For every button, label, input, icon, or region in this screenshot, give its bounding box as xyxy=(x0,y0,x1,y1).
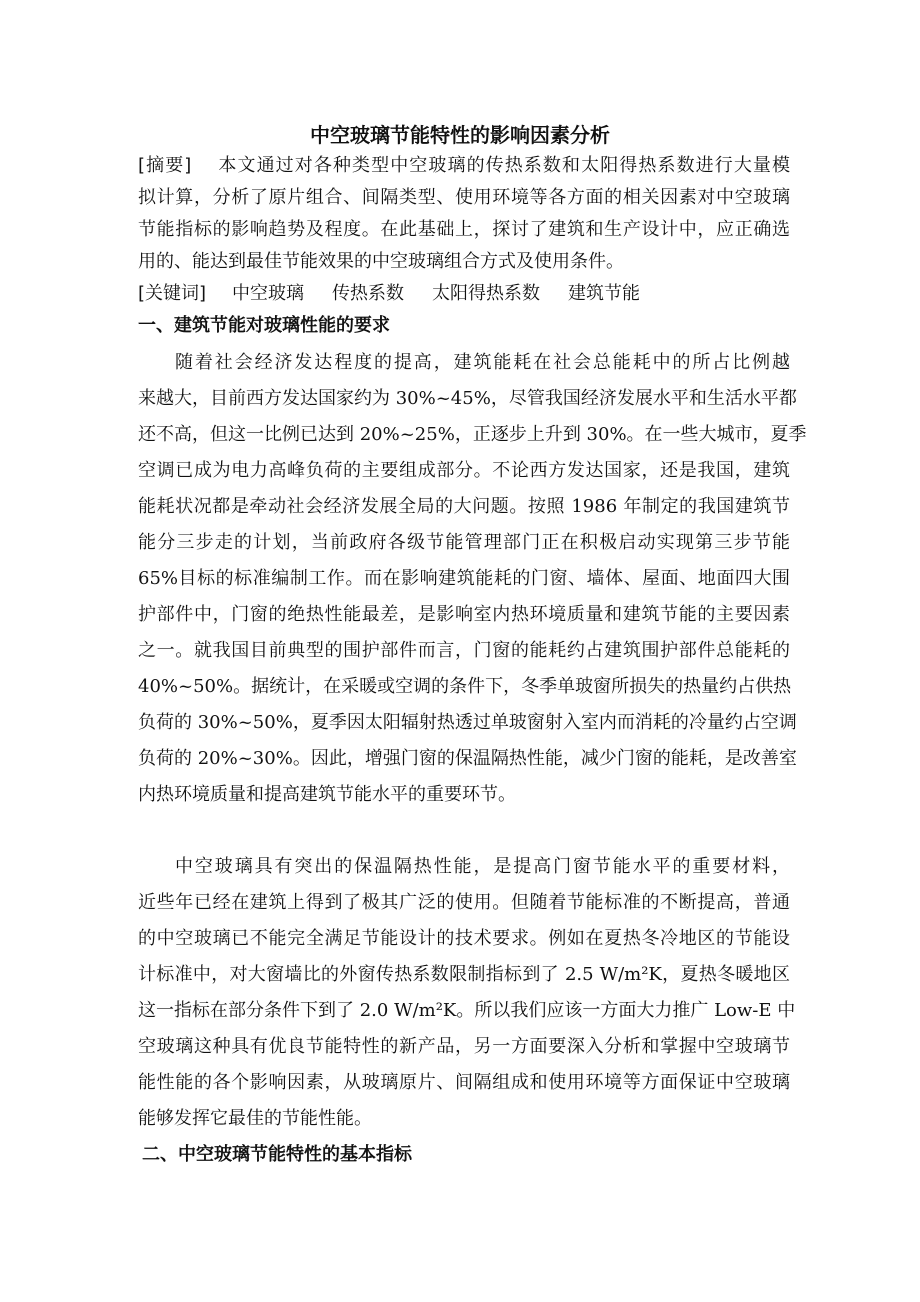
paragraph-line: 这一指标在部分条件下到了 2.0 W/m²K。所以我们应该一方面大力推广 Low-E 中 xyxy=(138,1000,796,1021)
abstract-text: 本文通过对各种类型中空玻璃的传热系数和太阳得热系数进行大量模 xyxy=(217,155,791,176)
paragraph-line: 中空玻璃具有突出的保温隔热性能，是提高门窗节能水平的重要材料， xyxy=(175,856,790,877)
keyword: 传热系数 xyxy=(332,283,405,304)
paragraph-line: 之一。就我国目前典型的围护部件而言，门窗的能耗约占建筑围护部件总能耗的 xyxy=(138,640,790,661)
keyword: 建筑节能 xyxy=(568,283,641,304)
keyword: 中空玻璃 xyxy=(232,283,305,304)
paragraph-line: 来越大，目前西方发达国家约为 30%~45%，尽管我国经济发展水平和生活水平都 xyxy=(138,388,797,409)
paragraph-line: 负荷的 20%~30%。因此，增强门窗的保温隔热性能，减少门窗的能耗，是改善室 xyxy=(138,748,797,769)
paragraph-line: 内热环境质量和提高建筑节能水平的重要环节。 xyxy=(138,784,516,805)
paragraph-line: 还不高，但这一比例已达到 20%~25%，正逐步上升到 30%。在一些大城市，夏季 xyxy=(138,424,807,445)
paragraph-line: 的中空玻璃已不能完全满足节能设计的技术要求。例如在夏热冬冷地区的节能设 xyxy=(138,928,790,949)
paragraph-spacer xyxy=(138,813,790,849)
paragraph-line: 能分三步走的计划，当前政府各级节能管理部门正在积极启动实现第三步节能 xyxy=(138,532,790,553)
paragraph-line: 空玻璃这种具有优良节能特性的新产品，另一方面要深入分析和掌握中空玻璃节 xyxy=(138,1036,790,1057)
paragraph-2 xyxy=(138,849,796,1137)
paragraph-line: 40%~50%。据统计，在采暖或空调的条件下，冬季单玻窗所损失的热量约占供热 xyxy=(138,676,792,697)
paragraph-line: 近些年已经在建筑上得到了极其广泛的使用。但随着节能标准的不断提高，普通 xyxy=(138,892,790,913)
abstract-label: [摘要] xyxy=(138,155,192,176)
section-heading-1: 一、建筑节能对玻璃性能的要求 xyxy=(138,315,390,336)
abstract-block xyxy=(138,150,790,342)
abstract-line: 拟计算，分析了原片组合、间隔类型、使用环境等各方面的相关因素对中空玻璃 xyxy=(138,187,790,208)
keywords-label: [关键词] xyxy=(138,283,207,304)
paragraph-line: 能性能的各个影响因素，从玻璃原片、间隔组成和使用环境等方面保证中空玻璃 xyxy=(138,1072,790,1093)
section-heading-2: 二、中空玻璃节能特性的基本指标 xyxy=(142,1144,412,1165)
paragraph-1 xyxy=(138,345,807,813)
paragraph-line: 空调已成为电力高峰负荷的主要组成部分。不论西方发达国家，还是我国，建筑 xyxy=(138,460,790,481)
document-title: 中空玻璃节能特性的影响因素分析 xyxy=(310,123,610,147)
section-1-body xyxy=(138,345,807,1173)
paragraph-line: 65%目标的标准编制工作。而在影响建筑能耗的门窗、墙体、屋面、地面四大围 xyxy=(138,568,790,589)
paragraph-line: 随着社会经济发达程度的提高，建筑能耗在社会总能耗中的所占比例越 xyxy=(175,352,790,373)
paragraph-line: 负荷的 30%~50%，夏季因太阳辐射热透过单玻窗射入室内而消耗的冷量约占空调 xyxy=(138,712,797,733)
abstract-line: 节能指标的影响趋势及程度。在此基础上，探讨了建筑和生产设计中，应正确选 xyxy=(138,219,790,240)
abstract-line: 用的、能达到最佳节能效果的中空玻璃组合方式及使用条件。 xyxy=(138,251,624,272)
paragraph-line: 能够发挥它最佳的节能性能。 xyxy=(138,1108,372,1129)
paragraph-line: 能耗状况都是牵动社会经济发展全局的大问题。按照 1986 年制定的我国建筑节 xyxy=(138,496,790,517)
keyword: 太阳得热系数 xyxy=(432,283,541,304)
abstract-line xyxy=(138,150,790,182)
keywords-line xyxy=(138,278,790,310)
paragraph-line: 护部件中，门窗的绝热性能最差，是影响室内热环境质量和建筑节能的主要因素 xyxy=(138,604,790,625)
paragraph-line: 计标准中，对大窗墙比的外窗传热系数限制指标到了 2.5 W/m²K，夏热冬暖地区 xyxy=(138,964,790,985)
